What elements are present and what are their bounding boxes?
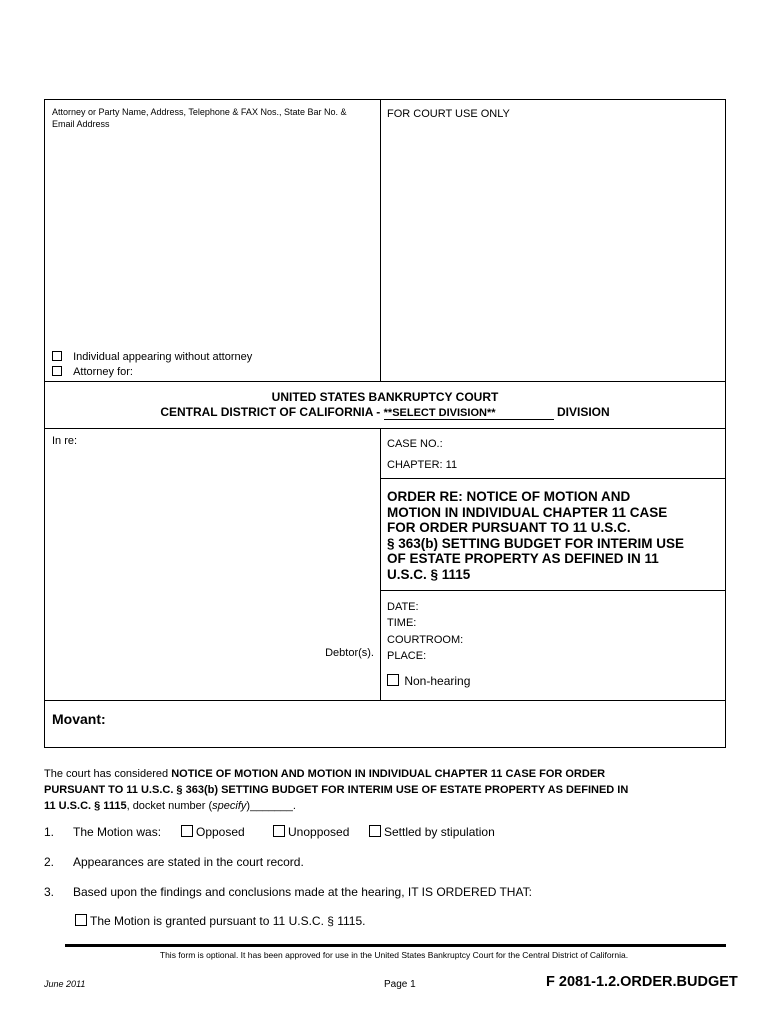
intro-paragraph bbox=[44, 766, 734, 814]
docket-number-field[interactable]: )_______. bbox=[246, 800, 296, 812]
item-1-number: 1. bbox=[44, 825, 55, 839]
attorney-label-2: Email Address bbox=[52, 119, 110, 129]
attorney-label: Attorney or Party Name, Address, Telephone & FAX Nos., State Bar No. & bbox=[52, 107, 347, 117]
item-3-text: Based upon the findings and conclusions made at the hearing, IT IS ORDERED THAT: bbox=[73, 885, 532, 899]
place-label[interactable]: PLACE: bbox=[387, 649, 427, 662]
division-select[interactable] bbox=[384, 407, 554, 420]
in-re-box bbox=[44, 428, 381, 701]
unopposed-checkbox[interactable] bbox=[273, 825, 285, 837]
order-title bbox=[387, 489, 684, 583]
division-suffix: DIVISION bbox=[556, 405, 610, 419]
opposed-option[interactable]: Opposed bbox=[181, 825, 245, 839]
case-no-box bbox=[380, 428, 726, 479]
item-3-number: 3. bbox=[44, 885, 55, 899]
individual-checkbox[interactable] bbox=[52, 351, 62, 361]
footer-date: June 2011 bbox=[44, 979, 86, 989]
intro-line-3: 11 U.S.C. § 1115, docket number (specify)_______. bbox=[44, 800, 296, 812]
intro-line-2: PURSUANT TO 11 U.S.C. § 363(b) SETTING BUDGET FOR INTERIM USE OF ESTATE PROPERTY AS DEFINED IN bbox=[44, 784, 629, 796]
stipulation-checkbox[interactable] bbox=[369, 825, 381, 837]
footer-form-id: F 2081-1.2.ORDER.BUDGET bbox=[546, 974, 738, 990]
order-title-line: § 363(b) SETTING BUDGET FOR INTERIM USE bbox=[387, 535, 685, 551]
item-1-label: The Motion was: bbox=[73, 825, 162, 839]
footer-page: Page 1 bbox=[384, 979, 416, 990]
individual-without-attorney-option[interactable] bbox=[52, 351, 252, 363]
item-2-text: Appearances are stated in the court record. bbox=[73, 855, 304, 869]
court-line-2 bbox=[44, 405, 726, 420]
attorney-for-option[interactable] bbox=[52, 366, 133, 378]
order-title-line: MOTION IN INDIVIDUAL CHAPTER 11 CASE bbox=[387, 504, 668, 520]
in-re-label: In re: bbox=[52, 435, 78, 447]
unopposed-option[interactable]: Unopposed bbox=[273, 825, 349, 839]
debtors-label: Debtor(s). bbox=[325, 647, 374, 659]
attorney-for-checkbox[interactable] bbox=[52, 366, 62, 376]
item-2-number: 2. bbox=[44, 855, 55, 869]
date-label[interactable]: DATE: bbox=[387, 601, 419, 613]
individual-label: Individual appearing without attorney bbox=[73, 351, 253, 363]
footer-rule bbox=[65, 944, 726, 947]
case-no-label[interactable]: CASE NO.: bbox=[387, 438, 443, 450]
hearing-fields bbox=[387, 599, 463, 664]
chapter-label: CHAPTER: 11 bbox=[387, 459, 458, 471]
time-label[interactable]: TIME: bbox=[387, 617, 417, 630]
footer-note: This form is optional. It has been approved for use in the United States Bankruptcy Court for the Central District of California. bbox=[159, 950, 629, 960]
movant-label: Movant: bbox=[52, 711, 106, 727]
movant-box bbox=[44, 700, 726, 748]
granted-checkbox[interactable] bbox=[75, 914, 87, 926]
order-title-line: U.S.C. § 1115 bbox=[387, 566, 471, 582]
non-hearing-label: Non-hearing bbox=[404, 674, 471, 688]
order-title-line: FOR ORDER PURSUANT TO 11 U.S.C. bbox=[387, 520, 631, 536]
intro-line-1: The court has considered NOTICE OF MOTION AND MOTION IN INDIVIDUAL CHAPTER 11 CASE FOR ORDER bbox=[44, 768, 606, 780]
non-hearing-checkbox[interactable] bbox=[387, 674, 399, 686]
stipulation-option[interactable]: Settled by stipulation bbox=[369, 825, 495, 839]
division-select-label: **SELECT DIVISION** bbox=[383, 407, 496, 419]
court-use-box bbox=[380, 99, 726, 382]
courtroom-label[interactable]: COURTROOM: bbox=[387, 633, 464, 646]
attorney-for-label: Attorney for: bbox=[73, 366, 133, 378]
court-use-label: FOR COURT USE ONLY bbox=[387, 108, 510, 120]
attorney-box bbox=[44, 99, 381, 382]
opposed-checkbox[interactable] bbox=[181, 825, 193, 837]
court-line-1: UNITED STATES BANKRUPTCY COURT bbox=[271, 390, 499, 404]
order-title-line: OF ESTATE PROPERTY AS DEFINED IN 11 bbox=[387, 551, 659, 567]
granted-option[interactable]: The Motion is granted pursuant to 11 U.S.C. § 1115. bbox=[75, 914, 366, 928]
order-title-line: ORDER RE: NOTICE OF MOTION AND bbox=[387, 489, 631, 504]
court-district: CENTRAL DISTRICT OF CALIFORNIA - bbox=[160, 405, 384, 419]
non-hearing-option[interactable] bbox=[387, 674, 470, 688]
